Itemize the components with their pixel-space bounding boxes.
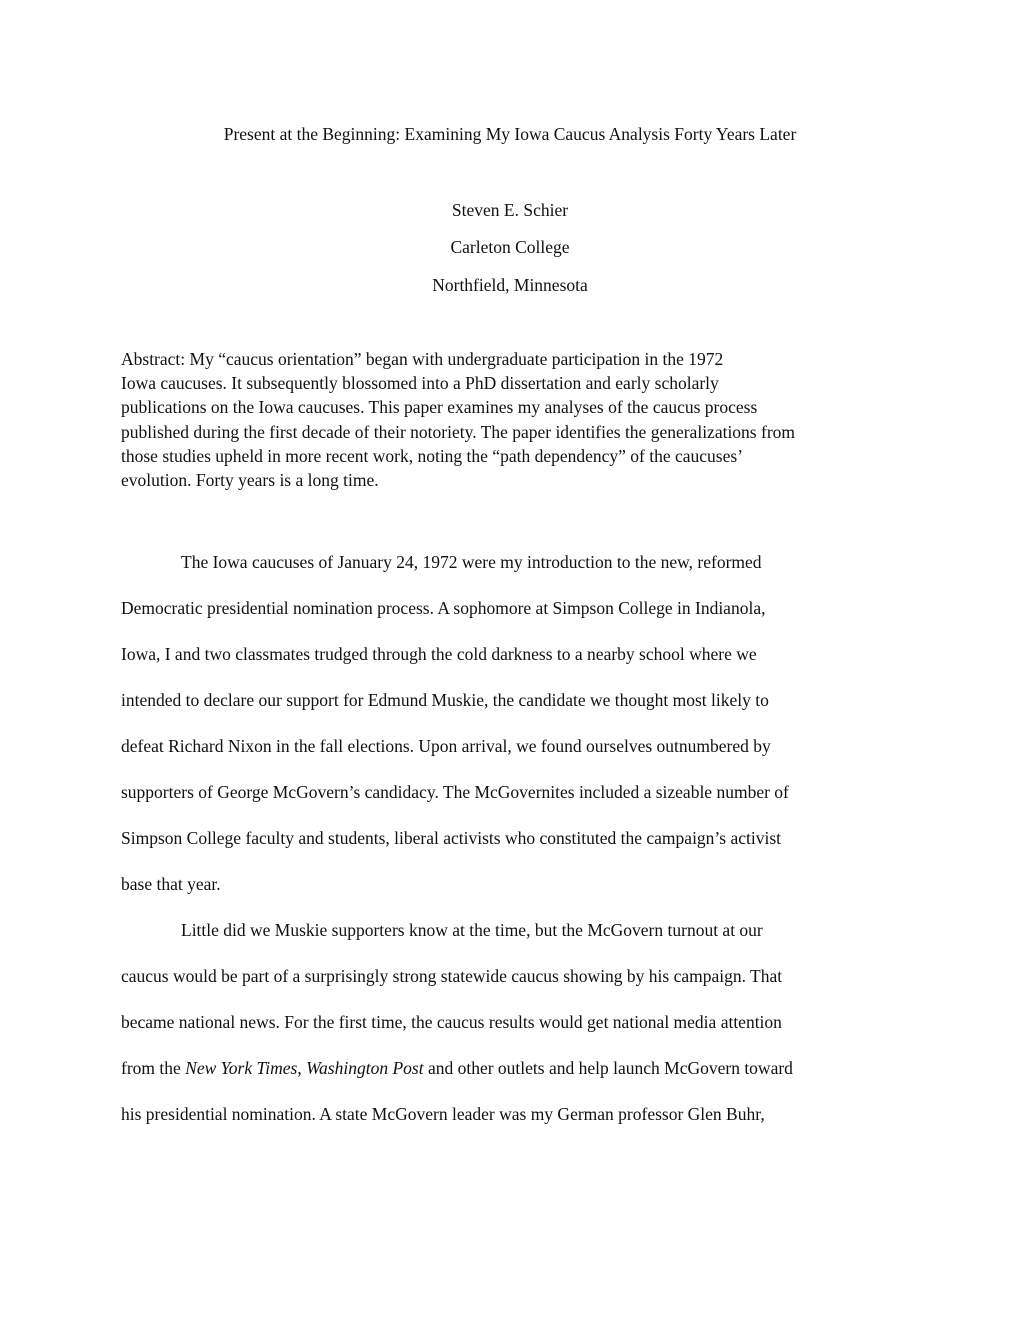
- body-line: Simpson College faculty and students, liberal activists who constituted the campaign’s activist: [121, 828, 782, 848]
- paper-title: Present at the Beginning: Examining My Iowa Caucus Analysis Forty Years Later: [223, 124, 797, 144]
- abstract-line: Abstract: My “caucus orientation” began with undergraduate participation in the 1972: [121, 349, 724, 369]
- body-line-with-italics: [121, 1056, 911, 1102]
- body-line: Little did we Muskie supporters know at the time, but the McGovern turnout at our: [181, 920, 763, 940]
- body-line: Democratic presidential nomination process. A sophomore at Simpson College in Indianola,: [121, 598, 766, 618]
- body-line: base that year.: [121, 874, 221, 894]
- author-institution: Carleton College: [450, 237, 570, 257]
- body-text-run: and other outlets and help launch McGovern toward: [423, 1058, 793, 1078]
- body-text: [121, 550, 911, 1148]
- author-name: Steven E. Schier: [451, 200, 569, 220]
- abstract-line: Iowa caucuses. It subsequently blossomed into a PhD dissertation and early scholarly: [121, 373, 719, 394]
- publication-washington-post: Washington Post: [306, 1058, 424, 1078]
- body-text-run: ,: [297, 1058, 307, 1078]
- body-line: intended to declare our support for Edmund Muskie, the candidate we thought most likely to: [121, 690, 769, 710]
- body-line: Iowa, I and two classmates trudged through the cold darkness to a nearby school where we: [121, 644, 757, 664]
- body-text-run: from the: [121, 1058, 186, 1078]
- body-line: his presidential nomination. A state McGovern leader was my German professor Glen Buhr,: [121, 1104, 765, 1124]
- body-line: defeat Richard Nixon in the fall elections. Upon arrival, we found ourselves outnumbered by: [121, 736, 771, 756]
- body-line: caucus would be part of a surprisingly strong statewide caucus showing by his campaign. That: [121, 966, 783, 986]
- publication-new-york-times: New York Times: [185, 1058, 298, 1078]
- abstract-line: publications on the Iowa caucuses. This paper examines my analyses of the caucus process: [121, 397, 758, 418]
- abstract-line: those studies upheld in more recent work, noting the “path dependency” of the caucuses’: [121, 445, 744, 466]
- body-line: became national news. For the first time, the caucus results would get national media attention: [121, 1012, 782, 1032]
- body-line: supporters of George McGovern’s candidacy. The McGovernites included a sizeable number of: [121, 782, 789, 802]
- author-location: Northfield, Minnesota: [432, 275, 588, 295]
- body-line: The Iowa caucuses of January 24, 1972 were my introduction to the new, reformed: [181, 552, 762, 572]
- abstract: [121, 347, 911, 492]
- abstract-line: evolution. Forty years is a long time.: [121, 469, 379, 490]
- abstract-line: published during the first decade of their notoriety. The paper identifies the generalizations from: [121, 421, 796, 442]
